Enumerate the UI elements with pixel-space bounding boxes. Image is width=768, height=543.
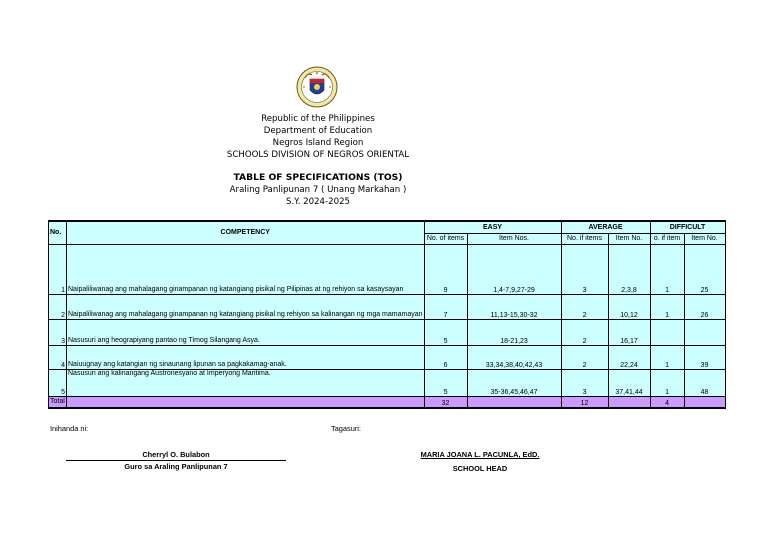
total-label: Total <box>49 396 67 408</box>
deped-seal-logo <box>296 66 338 108</box>
division-line: SCHOOLS DIVISION OF NEGROS ORIENTAL <box>226 150 410 160</box>
diff-items-cell: 1 <box>650 244 684 294</box>
reviewed-by-label: Tagasuri: <box>331 424 361 433</box>
avg-items-cell: 2 <box>561 345 608 369</box>
competency-cell: Naiuugnay ang katangian ng sinaunang lipunan sa pagkakamag-anak. <box>67 345 425 369</box>
col-difficult-header: DIFFICULT <box>650 221 725 233</box>
document-title-block <box>0 172 636 208</box>
table-row <box>49 244 726 294</box>
prepared-by-label: Inihanda ni: <box>50 424 89 433</box>
easy-items-cell: 5 <box>424 369 467 396</box>
easy-items-cell: 5 <box>424 319 467 345</box>
avg-items-header: No. if items <box>561 233 608 244</box>
diff-nos-cell: 25 <box>684 244 725 294</box>
total-row <box>49 396 726 408</box>
avg-nos-cell: 22,24 <box>608 345 650 369</box>
col-average-header: AVERAGE <box>561 221 650 233</box>
school-year-line: S.Y. 2024-2025 <box>286 197 350 207</box>
total-diff-nos <box>684 396 725 408</box>
table-row <box>49 345 726 369</box>
avg-nos-header: Item No. <box>608 233 650 244</box>
easy-nos-cell: 35-36,45,46,47 <box>467 369 561 396</box>
easy-items-header: No. of items <box>424 233 467 244</box>
document-header <box>0 113 636 161</box>
region-line: Negros Island Region <box>272 138 364 148</box>
col-competency-header: COMPETENCY <box>67 221 425 244</box>
col-no-header: No. <box>49 221 67 244</box>
total-avg-nos <box>608 396 650 408</box>
preparer-name: Cherryl O. Bulabon <box>142 450 210 459</box>
tos-table <box>48 220 726 409</box>
republic-line: Republic of the Philippines <box>261 114 375 124</box>
diff-nos-header: Item No. <box>684 233 725 244</box>
row-number: 1 <box>49 244 67 294</box>
easy-items-cell: 7 <box>424 294 467 319</box>
total-diff-items: 4 <box>650 396 684 408</box>
table-row <box>49 369 726 396</box>
row-number: 2 <box>49 294 67 319</box>
tos-title: TABLE OF SPECIFICATIONS (TOS) <box>233 172 403 183</box>
diff-items-cell: 1 <box>650 369 684 396</box>
col-easy-header: EASY <box>424 221 561 233</box>
avg-items-cell: 3 <box>561 244 608 294</box>
row-number: 4 <box>49 345 67 369</box>
avg-items-cell: 2 <box>561 319 608 345</box>
easy-items-cell: 9 <box>424 244 467 294</box>
easy-nos-cell: 33,34,38,40,42,43 <box>467 345 561 369</box>
avg-nos-cell: 37,41,44 <box>608 369 650 396</box>
avg-nos-cell: 2,3,8 <box>608 244 650 294</box>
competency-cell: Naipaliliwanag ang mahalagang ginampanan ng katangiang pisikal ng rehiyon sa kalinangan ng mga mamamayan <box>67 294 425 319</box>
diff-items-cell: 1 <box>650 345 684 369</box>
diff-items-header: o. if item <box>650 233 684 244</box>
avg-nos-cell: 10,12 <box>608 294 650 319</box>
diff-items-cell: 1 <box>650 294 684 319</box>
preparer-title: Guro sa Araling Panlipunan 7 <box>124 462 228 471</box>
row-number: 5 <box>49 369 67 396</box>
diff-nos-cell: 48 <box>684 369 725 396</box>
avg-nos-cell: 16,17 <box>608 319 650 345</box>
easy-nos-cell: 18-21,23 <box>467 319 561 345</box>
table-row <box>49 319 726 345</box>
total-easy-nos <box>467 396 561 408</box>
total-competency-cell <box>67 396 425 408</box>
diff-nos-cell: 39 <box>684 345 725 369</box>
easy-nos-cell: 1,4-7,9,27-29 <box>467 244 561 294</box>
competency-cell: Naipaliliwanag ang mahalagang ginampanan ng katangiang pisikal ng Pilipinas at ng rehiyon sa kasaysayan <box>67 244 425 294</box>
competency-cell: Nasusuri ang kalinangang Austronesyano at Imperyong Maritima. <box>67 369 425 396</box>
easy-items-cell: 6 <box>424 345 467 369</box>
row-number: 3 <box>49 319 67 345</box>
table-row <box>49 294 726 319</box>
reviewer-name: MARIA JOANA L. PACUNLA, EdD. <box>420 450 540 459</box>
preparer-signature-line <box>66 460 286 461</box>
easy-nos-cell: 11,13-15,30-32 <box>467 294 561 319</box>
diff-nos-cell <box>684 319 725 345</box>
subject-line: Araling Panlipunan 7 ( Unang Markahan ) <box>229 185 407 195</box>
department-line: Department of Education <box>263 126 373 136</box>
avg-items-cell: 2 <box>561 294 608 319</box>
total-avg-items: 12 <box>561 396 608 408</box>
diff-nos-cell: 26 <box>684 294 725 319</box>
avg-items-cell: 3 <box>561 369 608 396</box>
easy-nos-header: Item Nos. <box>467 233 561 244</box>
reviewer-title: SCHOOL HEAD <box>452 464 508 473</box>
total-easy-items: 32 <box>424 396 467 408</box>
competency-cell: Nasusuri ang heograpiyang pantao ng Timog Silangang Asya. <box>67 319 425 345</box>
diff-items-cell <box>650 319 684 345</box>
